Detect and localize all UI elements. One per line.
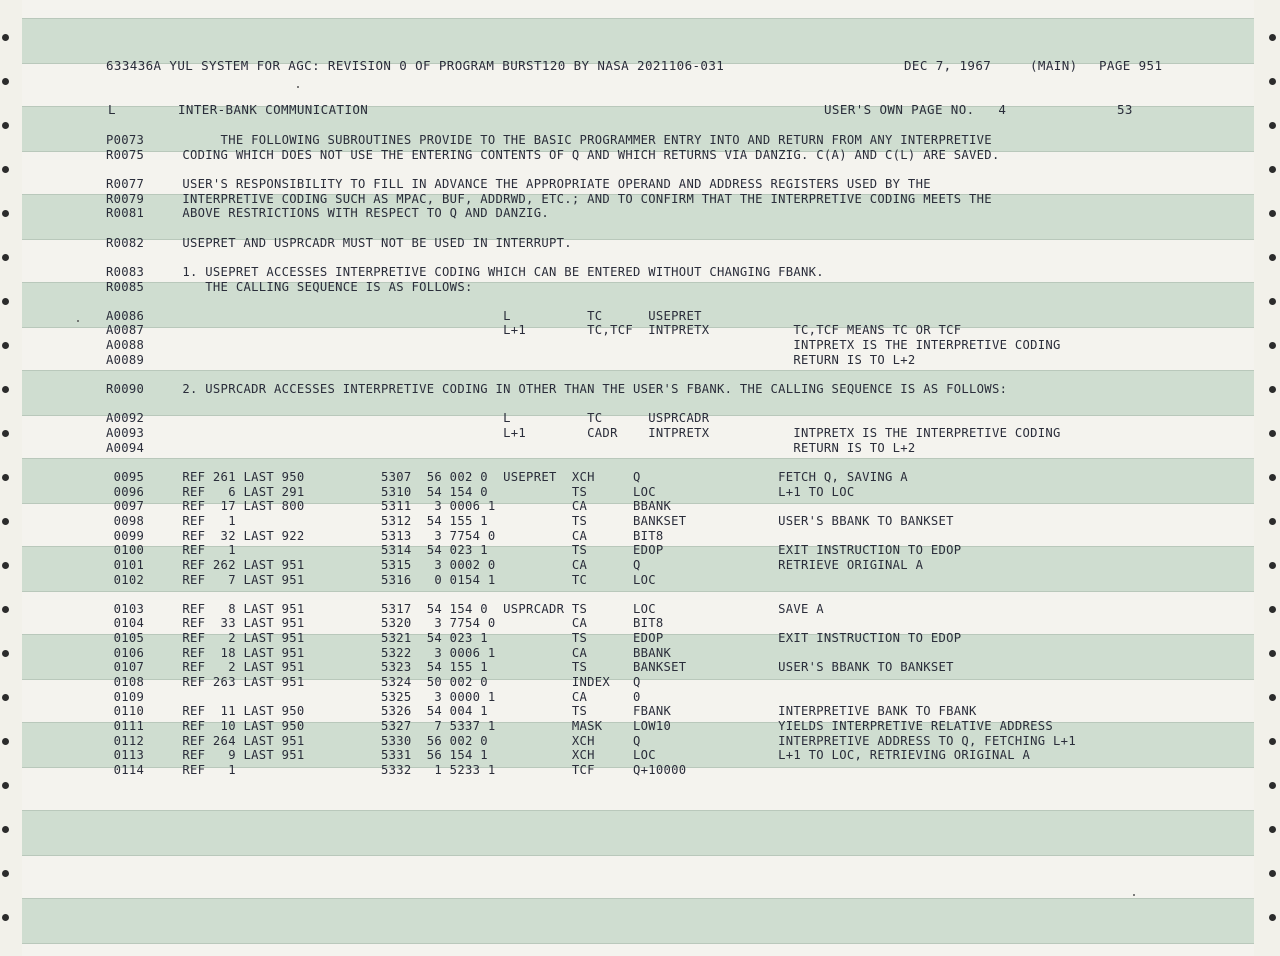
listing-line: A0086 L TC USEPRET bbox=[106, 308, 702, 323]
stray-mark bbox=[297, 86, 299, 88]
tractor-hole bbox=[2, 870, 9, 877]
listing-line: 0100 REF 1 5314 54 023 1 TS EDOP EXIT INSTRUCTION TO EDOP bbox=[106, 543, 962, 558]
tractor-hole bbox=[2, 78, 9, 85]
listing-line: 0096 REF 6 LAST 291 5310 54 154 0 TS LOC L+1 TO LOC bbox=[106, 484, 855, 499]
tractor-hole bbox=[1269, 122, 1276, 129]
tractor-hole bbox=[1269, 694, 1276, 701]
tractor-hole bbox=[2, 518, 9, 525]
green-band bbox=[22, 810, 1254, 856]
listing-line: A0093 L+1 CADR INTPRETX INTPRETX IS THE INTERPRETIVE CODING bbox=[106, 426, 1061, 440]
listing-line: R0090 2. USPRCADR ACCESSES INTERPRETIVE CODING IN OTHER THAN THE USER'S FBANK. THE CALLING SEQUENCE IS AS FOLLOWS: bbox=[106, 382, 1008, 397]
section-title: INTER-BANK COMMUNICATION bbox=[178, 102, 369, 117]
tractor-hole bbox=[1269, 78, 1276, 85]
user-page-number: USER'S OWN PAGE NO. 4 bbox=[824, 102, 1007, 117]
printout-sheet bbox=[22, 0, 1254, 956]
listing-line: R0083 1. USEPRET ACCESSES INTERPRETIVE CODING WHICH CAN BE ENTERED WITHOUT CHANGING FBANK. bbox=[106, 264, 824, 279]
listing-line: R0077 USER'S RESPONSIBILITY TO FILL IN ADVANCE THE APPROPRIATE OPERAND AND ADDRESS REGISTERS USED BY THE bbox=[106, 176, 931, 191]
tractor-hole bbox=[2, 694, 9, 701]
section-code: 53 bbox=[1117, 102, 1133, 117]
tractor-hole bbox=[1269, 298, 1276, 305]
listing-line: R0075 CODING WHICH DOES NOT USE THE ENTERING CONTENTS OF Q AND WHICH RETURNS VIA DANZIG. C(A) AND C(L) ARE SAVED. bbox=[106, 147, 1000, 162]
tractor-hole bbox=[1269, 430, 1276, 437]
tractor-hole bbox=[2, 298, 9, 305]
listing-line: A0088 INTPRETX IS THE INTERPRETIVE CODING bbox=[106, 338, 1061, 353]
tractor-hole bbox=[2, 826, 9, 833]
page-header-main: (MAIN) bbox=[1030, 58, 1078, 73]
listing-line: 0098 REF 1 5312 54 155 1 TS BANKSET USER'S BBANK TO BANKSET bbox=[106, 513, 954, 528]
tractor-hole bbox=[1269, 738, 1276, 745]
listing-line: P0073 THE FOLLOWING SUBROUTINES PROVIDE TO THE BASIC PROGRAMMER ENTRY INTO AND RETURN FROM ANY INTERPRETIVE bbox=[106, 133, 992, 147]
listing-line: 0104 REF 33 LAST 951 5320 3 7754 0 CA BIT8 bbox=[106, 616, 664, 631]
tractor-hole bbox=[2, 474, 9, 481]
right-tractor-holes bbox=[1258, 0, 1280, 956]
listing-line: A0087 L+1 TC,TCF INTPRETX TC,TCF MEANS TC OR TCF bbox=[106, 323, 962, 338]
tractor-hole bbox=[1269, 210, 1276, 217]
listing-line: R0082 USEPRET AND USPRCADR MUST NOT BE USED IN INTERRUPT. bbox=[106, 235, 572, 250]
stray-mark bbox=[77, 320, 79, 322]
page-header-page: PAGE 951 bbox=[1099, 58, 1163, 73]
listing-line: 0101 REF 262 LAST 951 5315 3 0002 0 CA Q RETRIEVE ORIGINAL A bbox=[106, 557, 924, 572]
listing-line: A0089 RETURN IS TO L+2 bbox=[106, 352, 916, 367]
page-header-date: DEC 7, 1967 bbox=[904, 58, 992, 73]
tractor-hole bbox=[1269, 342, 1276, 349]
tractor-hole bbox=[1269, 782, 1276, 789]
listing-line: 0106 REF 18 LAST 951 5322 3 0006 1 CA BBANK bbox=[106, 645, 672, 660]
tractor-hole bbox=[2, 738, 9, 745]
listing-line: 0099 REF 32 LAST 922 5313 3 7754 0 CA BIT8 bbox=[106, 528, 664, 543]
tractor-hole bbox=[1269, 606, 1276, 613]
listing-line: 0114 REF 1 5332 1 5233 1 TCF Q+10000 bbox=[106, 762, 687, 777]
tractor-hole bbox=[1269, 474, 1276, 481]
tractor-hole bbox=[1269, 518, 1276, 525]
tractor-hole bbox=[2, 606, 9, 613]
stray-mark bbox=[1133, 894, 1135, 896]
listing-line: 0111 REF 10 LAST 950 5327 7 5337 1 MASK LOW10 YIELDS INTERPRETIVE RELATIVE ADDRESS bbox=[106, 719, 1054, 733]
listing-line: 0107 REF 2 LAST 951 5323 54 155 1 TS BANKSET USER'S BBANK TO BANKSET bbox=[106, 660, 954, 675]
tractor-hole bbox=[1269, 826, 1276, 833]
tractor-hole bbox=[1269, 870, 1276, 877]
tractor-hole bbox=[2, 122, 9, 129]
listing-line: A0092 L TC USPRCADR bbox=[106, 411, 710, 426]
listing-line: 0112 REF 264 LAST 951 5330 56 002 0 XCH Q INTERPRETIVE ADDRESS TO Q, FETCHING L+1 bbox=[106, 733, 1076, 748]
listing-line: R0085 THE CALLING SEQUENCE IS AS FOLLOWS: bbox=[106, 279, 473, 294]
tractor-hole bbox=[1269, 386, 1276, 393]
tractor-hole bbox=[2, 34, 9, 41]
tractor-hole bbox=[2, 210, 9, 217]
listing-line: 0110 REF 11 LAST 950 5326 54 004 1 TS FBANK INTERPRETIVE BANK TO FBANK bbox=[106, 704, 977, 719]
listing-line: R0081 ABOVE RESTRICTIONS WITH RESPECT TO Q AND DANZIG. bbox=[106, 206, 549, 221]
tractor-hole bbox=[2, 254, 9, 261]
tractor-hole bbox=[1269, 34, 1276, 41]
page-header-left: 633436A YUL SYSTEM FOR AGC: REVISION 0 OF PROGRAM BURST120 BY NASA 2021106-031 bbox=[106, 58, 725, 73]
listing-line: 0113 REF 9 LAST 951 5331 56 154 1 XCH LOC L+1 TO LOC, RETRIEVING ORIGINAL A bbox=[106, 748, 1031, 763]
tractor-hole bbox=[2, 430, 9, 437]
tractor-hole bbox=[2, 914, 9, 921]
tractor-hole bbox=[2, 342, 9, 349]
listing-line: 0102 REF 7 LAST 951 5316 0 0154 1 TC LOC bbox=[106, 572, 656, 587]
listing-line: 0097 REF 17 LAST 800 5311 3 0006 1 CA BBANK bbox=[106, 499, 672, 514]
tractor-hole bbox=[2, 166, 9, 173]
listing-line: 0109 5325 3 0000 1 CA 0 bbox=[106, 689, 641, 704]
listing-line: A0094 RETURN IS TO L+2 bbox=[106, 440, 916, 455]
green-band bbox=[22, 898, 1254, 944]
left-tractor-holes bbox=[0, 0, 22, 956]
listing-line: R0079 INTERPRETIVE CODING SUCH AS MPAC, BUF, ADDRWD, ETC.; AND TO CONFIRM THAT THE INTERPRETIVE CODING MEETS THE bbox=[106, 191, 992, 206]
tractor-hole bbox=[1269, 914, 1276, 921]
listing-line: 0103 REF 8 LAST 951 5317 54 154 0 USPRCADR TS LOC SAVE A bbox=[106, 601, 824, 616]
listing-line: 0108 REF 263 LAST 951 5324 50 002 0 INDEX Q bbox=[106, 675, 641, 690]
tractor-hole bbox=[2, 386, 9, 393]
listing-line: 0105 REF 2 LAST 951 5321 54 023 1 TS EDOP EXIT INSTRUCTION TO EDOP bbox=[106, 631, 962, 646]
tractor-hole bbox=[1269, 166, 1276, 173]
tractor-hole bbox=[2, 650, 9, 657]
tractor-hole bbox=[1269, 254, 1276, 261]
tractor-hole bbox=[1269, 650, 1276, 657]
tractor-hole bbox=[2, 562, 9, 569]
log-label: L bbox=[108, 102, 116, 117]
tractor-hole bbox=[2, 782, 9, 789]
listing-line: 0095 REF 261 LAST 950 5307 56 002 0 USEPRET XCH Q FETCH Q, SAVING A bbox=[106, 469, 908, 484]
tractor-hole bbox=[1269, 562, 1276, 569]
